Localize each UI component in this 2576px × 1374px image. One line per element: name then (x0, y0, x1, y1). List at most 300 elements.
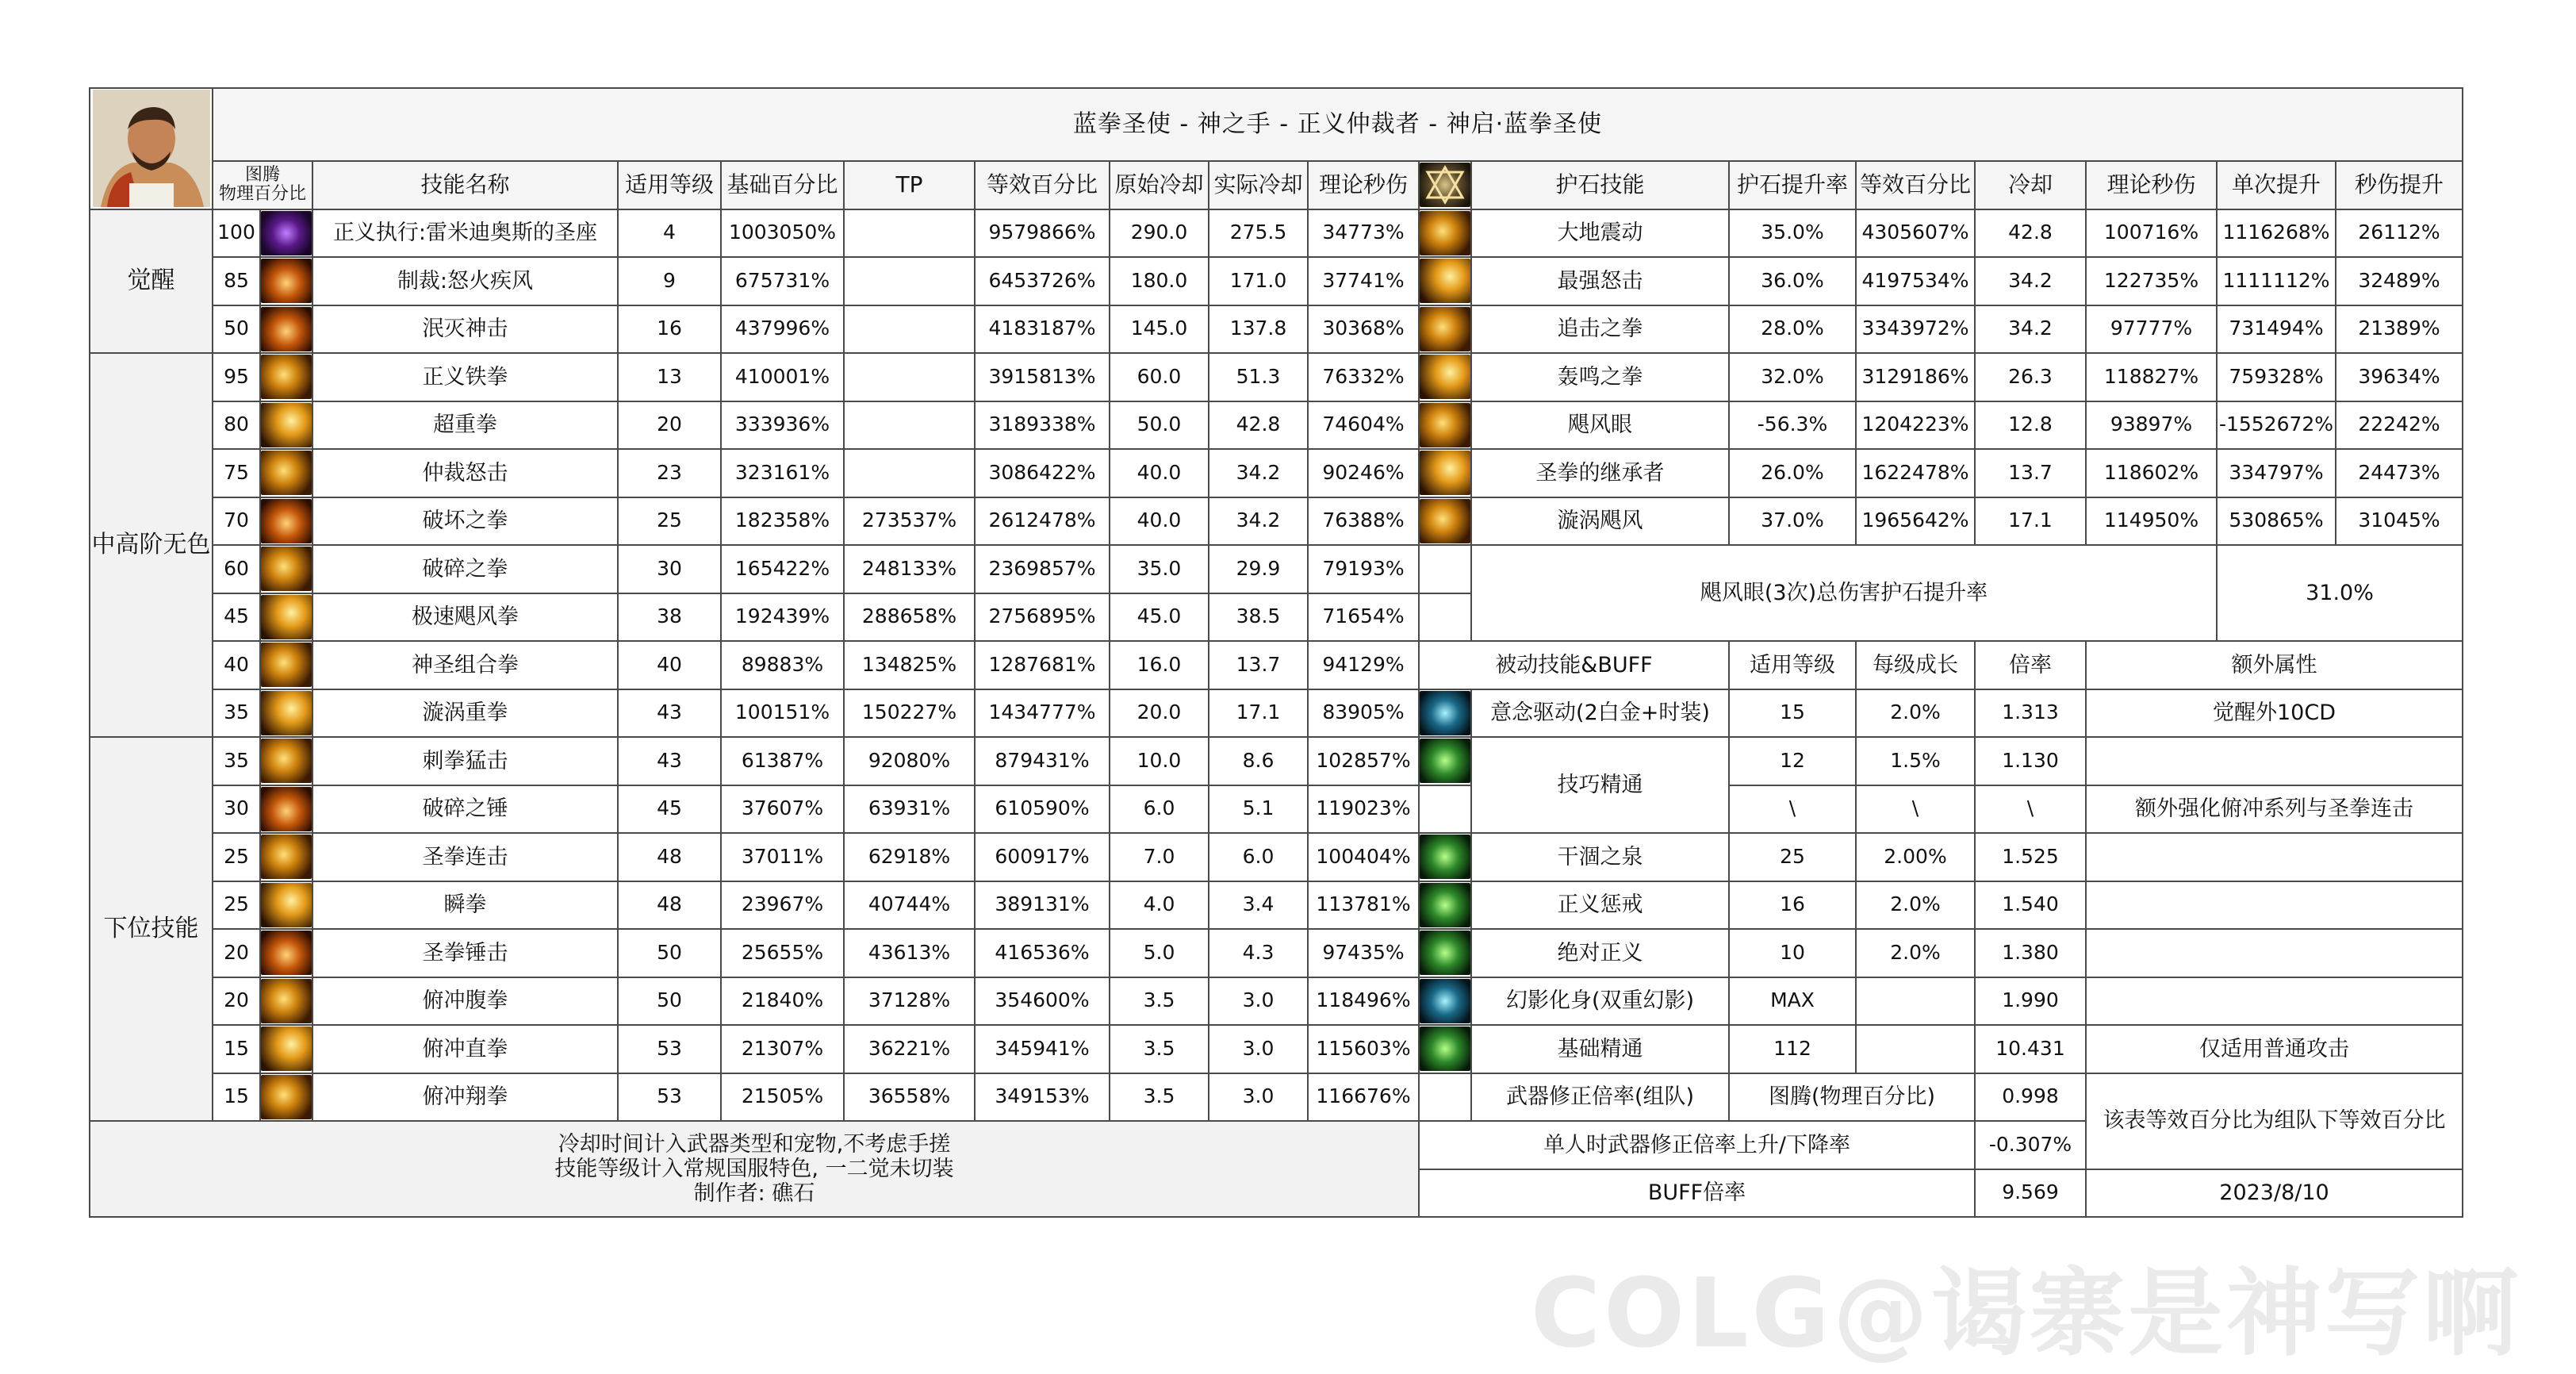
stone-dps: 100716% (2086, 209, 2217, 258)
stone-cd: 42.8 (1975, 209, 2086, 258)
skill-base: 23967% (721, 881, 844, 930)
skill-dps: 90246% (1308, 449, 1419, 497)
skill-icon-cell (260, 497, 312, 546)
stone-rate: 35.0% (1729, 209, 1856, 258)
skill-totem: 80 (213, 401, 260, 450)
skill-actual-cd: 5.1 (1209, 785, 1308, 834)
skill-orig-cd: 35.0 (1110, 545, 1209, 593)
buff-value: 9.569 (1975, 1169, 2086, 1218)
skill-base: 25655% (721, 929, 844, 977)
stone-equiv: 3343972% (1856, 305, 1975, 354)
header-totem (213, 161, 312, 209)
skill-level: 25 (618, 497, 721, 546)
header-tp: TP (844, 161, 975, 209)
skill-level: 43 (618, 689, 721, 738)
skill-icon-cell (260, 977, 312, 1026)
skill-tp (844, 449, 975, 497)
watermark: COLG@谒寨是神写啊 (1531, 1259, 2522, 1369)
stone-single-gain: -1552672% (2217, 401, 2336, 450)
stone-name: 飓风眼 (1471, 401, 1729, 450)
passive-level: 12 (1729, 737, 1856, 785)
group-awaken: 觉醒 (90, 209, 213, 354)
flash-fist-icon (261, 883, 312, 927)
stone-equiv: 1965642% (1856, 497, 1975, 546)
skill-orig-cd: 180.0 (1110, 257, 1209, 305)
skill-tp: 40744% (844, 881, 975, 930)
skill-base: 182358% (721, 497, 844, 546)
skill-name: 瞬拳 (312, 881, 618, 930)
skill-base: 21307% (721, 1025, 844, 1073)
skill-totem: 25 (213, 833, 260, 881)
skill-level: 4 (618, 209, 721, 258)
skill-tp (844, 305, 975, 354)
storm-eye-label: 飓风眼(3次)总伤害护石提升率 (1471, 545, 2217, 641)
skill-equiv: 3915813% (975, 353, 1110, 401)
skill-base: 192439% (721, 593, 844, 642)
stone-dps: 122735% (2086, 257, 2217, 305)
skill-dps: 37741% (1308, 257, 1419, 305)
skill-actual-cd: 171.0 (1209, 257, 1308, 305)
divine-strike-icon (261, 307, 312, 351)
skill-icon-cell (260, 1073, 312, 1122)
stone-name: 漩涡飓风 (1471, 497, 1729, 546)
skill-tp: 43613% (844, 929, 975, 977)
passive-level: \ (1729, 785, 1856, 834)
stone-equiv: 4197534% (1856, 257, 1975, 305)
stone-cd: 17.1 (1975, 497, 2086, 546)
passive-mult: 1.990 (1975, 977, 2086, 1026)
stone-rate: 36.0% (1729, 257, 1856, 305)
buff-date: 2023/8/10 (2086, 1169, 2463, 1218)
skill-orig-cd: 20.0 (1110, 689, 1209, 738)
passive-mult: 10.431 (1975, 1025, 2086, 1073)
passive-extra: 额外强化俯冲系列与圣拳连击 (2086, 785, 2463, 834)
stone-equiv: 1204223% (1856, 401, 1975, 450)
skill-level: 9 (618, 257, 721, 305)
note-line-2: 技能等级计入常规国服特色, 一二觉未切装 (554, 1156, 954, 1181)
skill-icon-cell (260, 689, 312, 738)
basic-mastery-icon (1420, 1027, 1470, 1071)
header-equiv-pct: 等效百分比 (975, 161, 1110, 209)
earthquake-icon (1420, 211, 1470, 255)
vortex-fist-icon (261, 691, 312, 735)
stone-icon-cell (1419, 257, 1471, 305)
passive-icon-cell (1419, 737, 1471, 785)
phantom-icon (1420, 979, 1470, 1023)
dry-spring-icon (1420, 835, 1470, 879)
skill-totem: 20 (213, 977, 260, 1026)
skill-name: 超重拳 (312, 401, 618, 450)
skill-equiv: 354600% (975, 977, 1110, 1026)
skill-totem: 30 (213, 785, 260, 834)
breaking-fist-icon (261, 499, 312, 543)
passive-extra: 觉醒外10CD (2086, 689, 2463, 738)
skill-actual-cd: 13.7 (1209, 641, 1308, 689)
combo-fist-icon (261, 643, 312, 687)
passive-name: 绝对正义 (1471, 929, 1729, 977)
passive-mult: \ (1975, 785, 2086, 834)
stone-icon-cell (1419, 449, 1471, 497)
skill-dps: 76332% (1308, 353, 1419, 401)
skill-base: 89883% (721, 641, 844, 689)
absolute-justice-icon (1420, 931, 1470, 975)
skill-actual-cd: 42.8 (1209, 401, 1308, 450)
purple-rune-icon (261, 211, 312, 255)
skill-base: 21840% (721, 977, 844, 1026)
skill-icon-cell (260, 305, 312, 354)
passive-growth: \ (1856, 785, 1975, 834)
skill-base: 410001% (721, 353, 844, 401)
passive-icon-cell (1419, 833, 1471, 881)
skill-equiv: 3086422% (975, 449, 1110, 497)
skill-tp: 36221% (844, 1025, 975, 1073)
skill-base: 100151% (721, 689, 844, 738)
skill-icon-cell (260, 833, 312, 881)
skill-orig-cd: 3.5 (1110, 1073, 1209, 1122)
skill-dps: 79193% (1308, 545, 1419, 593)
skill-base: 37607% (721, 785, 844, 834)
holy-combo-icon (261, 835, 312, 879)
skill-level: 53 (618, 1025, 721, 1073)
skill-actual-cd: 275.5 (1209, 209, 1308, 258)
stone-name: 最强怒击 (1471, 257, 1729, 305)
skill-name: 俯冲翔拳 (312, 1073, 618, 1122)
skill-orig-cd: 60.0 (1110, 353, 1209, 401)
skill-equiv: 2612478% (975, 497, 1110, 546)
skill-name: 正义铁拳 (312, 353, 618, 401)
skill-icon-cell (260, 209, 312, 258)
passive-name: 干涸之泉 (1471, 833, 1729, 881)
header-totem-label: 图腾 (244, 165, 280, 186)
skill-actual-cd: 3.0 (1209, 1073, 1308, 1122)
skill-name: 圣拳连击 (312, 833, 618, 881)
stone-single-gain: 530865% (2217, 497, 2336, 546)
passive-name: 意念驱动(2白金+时装) (1471, 689, 1729, 738)
stone-single-gain: 759328% (2217, 353, 2336, 401)
passive-mult: 1.540 (1975, 881, 2086, 930)
skill-totem: 50 (213, 305, 260, 354)
whirlwind-fist-icon (261, 595, 312, 639)
header-base-pct: 基础百分比 (721, 161, 844, 209)
stone-name: 圣拳的继承者 (1471, 449, 1729, 497)
skill-equiv: 416536% (975, 929, 1110, 977)
passive-icon-cell (1419, 1025, 1471, 1073)
shatter-hammer-icon (261, 787, 312, 831)
skill-name: 正义执行:雷米迪奥斯的圣座 (312, 209, 618, 258)
header-stone-rate: 护石提升率 (1729, 161, 1856, 209)
skill-equiv: 349153% (975, 1073, 1110, 1122)
skill-icon-cell (260, 737, 312, 785)
skill-totem: 35 (213, 737, 260, 785)
skill-dps: 30368% (1308, 305, 1419, 354)
skill-orig-cd: 4.0 (1110, 881, 1209, 930)
shatter-fist-icon (261, 547, 312, 591)
skill-base: 61387% (721, 737, 844, 785)
passive-header-growth: 每级成长 (1856, 641, 1975, 689)
skill-actual-cd: 137.8 (1209, 305, 1308, 354)
weapon-name: 武器修正倍率(组队) (1471, 1073, 1729, 1122)
skill-level: 13 (618, 353, 721, 401)
stone-single-gain: 334797% (2217, 449, 2336, 497)
skill-name: 仲裁怒击 (312, 449, 618, 497)
skill-orig-cd: 45.0 (1110, 593, 1209, 642)
hexagram-icon (1420, 163, 1470, 207)
passive-extra (2086, 977, 2463, 1026)
skill-actual-cd: 3.0 (1209, 977, 1308, 1026)
stone-icon-cell (1419, 497, 1471, 546)
stone-rate: 32.0% (1729, 353, 1856, 401)
skill-level: 30 (618, 545, 721, 593)
header-stone-equiv: 等效百分比 (1856, 161, 1975, 209)
skill-icon-cell (260, 641, 312, 689)
skill-tp: 37128% (844, 977, 975, 1026)
skill-dps: 118496% (1308, 977, 1419, 1026)
avatar (93, 90, 210, 207)
skill-name: 制裁:怒火疾风 (312, 257, 618, 305)
stone-cd: 13.7 (1975, 449, 2086, 497)
holy-hammer-icon (261, 931, 312, 975)
skill-equiv: 345941% (975, 1025, 1110, 1073)
skill-totem: 25 (213, 881, 260, 930)
skill-level: 23 (618, 449, 721, 497)
skill-equiv: 389131% (975, 881, 1110, 930)
dash-straight-fist-icon (261, 1027, 312, 1071)
skill-orig-cd: 145.0 (1110, 305, 1209, 354)
stone-equiv: 1622478% (1856, 449, 1975, 497)
skill-orig-cd: 40.0 (1110, 449, 1209, 497)
skill-actual-cd: 3.4 (1209, 881, 1308, 930)
skill-actual-cd: 51.3 (1209, 353, 1308, 401)
passive-extra (2086, 737, 2463, 785)
skill-icon-cell (260, 353, 312, 401)
skill-actual-cd: 17.1 (1209, 689, 1308, 738)
skill-level: 53 (618, 1073, 721, 1122)
skill-dps: 74604% (1308, 401, 1419, 450)
passive-header-extra: 额外属性 (2086, 641, 2463, 689)
stone-cd: 34.2 (1975, 257, 2086, 305)
passive-extra (2086, 881, 2463, 930)
stone-rate: 28.0% (1729, 305, 1856, 354)
skill-equiv: 2756895% (975, 593, 1110, 642)
passive-icon-cell (1419, 881, 1471, 930)
justice-punish-icon (1420, 883, 1470, 927)
stone-icon-cell (1419, 401, 1471, 450)
skill-name: 漩涡重拳 (312, 689, 618, 738)
thrust-fist-icon (261, 739, 312, 783)
skill-orig-cd: 40.0 (1110, 497, 1209, 546)
skill-tp: 288658% (844, 593, 975, 642)
passive-name: 幻影化身(双重幻影) (1471, 977, 1729, 1026)
group-low: 下位技能 (90, 737, 213, 1121)
skill-equiv: 9579866% (975, 209, 1110, 258)
skill-equiv: 4183187% (975, 305, 1110, 354)
skill-base: 437996% (721, 305, 844, 354)
skill-equiv: 3189338% (975, 401, 1110, 450)
passive-level: 15 (1729, 689, 1856, 738)
weapon-note: 该表等效百分比为组队下等效百分比 (2086, 1073, 2463, 1169)
skill-actual-cd: 3.0 (1209, 1025, 1308, 1073)
skill-dps: 71654% (1308, 593, 1419, 642)
skill-name: 破坏之拳 (312, 497, 618, 546)
skill-icon-cell (260, 545, 312, 593)
skill-level: 50 (618, 929, 721, 977)
stone-icon-cell (1419, 305, 1471, 354)
skill-equiv: 1287681% (975, 641, 1110, 689)
skill-tp (844, 353, 975, 401)
skill-icon-cell (260, 881, 312, 930)
storm-eye-value: 31.0% (2217, 545, 2463, 641)
passive-mult: 1.130 (1975, 737, 2086, 785)
vortex-storm-icon (1420, 499, 1470, 543)
holy-successor-icon (1420, 451, 1470, 495)
skill-level: 38 (618, 593, 721, 642)
passive-growth (1856, 977, 1975, 1026)
passive-header-name: 被动技能&BUFF (1419, 641, 1729, 689)
passive-level: 10 (1729, 929, 1856, 977)
weapon-type: 图腾(物理百分比) (1729, 1073, 1975, 1122)
passive-extra (2086, 833, 2463, 881)
stone-cd: 26.3 (1975, 353, 2086, 401)
skill-icon-cell (260, 1025, 312, 1073)
skill-name: 泯灭神击 (312, 305, 618, 354)
empty-cell (1419, 545, 1471, 593)
stone-equiv: 3129186% (1856, 353, 1975, 401)
dps-sheet (89, 87, 2463, 1218)
skill-level: 48 (618, 833, 721, 881)
solo-label: 单人时武器修正倍率上升/下降率 (1419, 1121, 1975, 1169)
stone-dps: 97777% (2086, 305, 2217, 354)
skill-level: 20 (618, 401, 721, 450)
header-stone-dps: 理论秒伤 (2086, 161, 2217, 209)
skill-orig-cd: 3.5 (1110, 977, 1209, 1026)
skill-actual-cd: 8.6 (1209, 737, 1308, 785)
skill-name: 圣拳锤击 (312, 929, 618, 977)
header-stone-skill: 护石技能 (1471, 161, 1729, 209)
passive-mult: 1.380 (1975, 929, 2086, 977)
skill-dps: 94129% (1308, 641, 1419, 689)
buff-label: BUFF倍率 (1419, 1169, 1975, 1218)
header-theory-dps: 理论秒伤 (1308, 161, 1419, 209)
skill-tp: 273537% (844, 497, 975, 546)
skill-dps: 76388% (1308, 497, 1419, 546)
skill-tp (844, 257, 975, 305)
weapon-mult: 0.998 (1975, 1073, 2086, 1122)
skill-base: 333936% (721, 401, 844, 450)
skill-base: 165422% (721, 545, 844, 593)
note-line-3: 制作者: 礁石 (693, 1181, 815, 1207)
skill-base: 323161% (721, 449, 844, 497)
passive-growth: 2.0% (1856, 689, 1975, 738)
skill-icon-cell (260, 929, 312, 977)
skill-dps: 119023% (1308, 785, 1419, 834)
skill-actual-cd: 38.5 (1209, 593, 1308, 642)
stone-dps-gain: 22242% (2336, 401, 2463, 450)
passive-extra: 仅适用普通攻击 (2086, 1025, 2463, 1073)
skill-totem: 40 (213, 641, 260, 689)
header-level: 适用等级 (618, 161, 721, 209)
passive-growth: 2.00% (1856, 833, 1975, 881)
skill-level: 48 (618, 881, 721, 930)
skill-orig-cd: 290.0 (1110, 209, 1209, 258)
skill-level: 50 (618, 977, 721, 1026)
passive-icon-cell (1419, 929, 1471, 977)
passive-header-level: 适用等级 (1729, 641, 1856, 689)
skill-dps: 113781% (1308, 881, 1419, 930)
skill-tp: 92080% (844, 737, 975, 785)
sheet-title: 蓝拳圣使 - 神之手 - 正义仲裁者 - 神启·蓝拳圣使 (213, 88, 2463, 161)
heavy-fist-icon (261, 403, 312, 447)
stone-name: 追击之拳 (1471, 305, 1729, 354)
rage-strike-icon (1420, 259, 1470, 303)
skill-totem: 75 (213, 449, 260, 497)
skill-level: 45 (618, 785, 721, 834)
skill-icon-cell (260, 593, 312, 642)
skill-name: 俯冲腹拳 (312, 977, 618, 1026)
skill-actual-cd: 34.2 (1209, 497, 1308, 546)
passive-growth: 2.0% (1856, 929, 1975, 977)
skill-orig-cd: 5.0 (1110, 929, 1209, 977)
header-actual-cd: 实际冷却 (1209, 161, 1308, 209)
skill-totem: 100 (213, 209, 260, 258)
storm-eye-icon (1420, 403, 1470, 447)
stone-dps-gain: 39634% (2336, 353, 2463, 401)
skill-orig-cd: 10.0 (1110, 737, 1209, 785)
passive-icon-cell (1419, 689, 1471, 738)
dash-rising-fist-icon (261, 1075, 312, 1119)
skill-tp (844, 401, 975, 450)
skill-level: 43 (618, 737, 721, 785)
stone-dps-gain: 32489% (2336, 257, 2463, 305)
passive-mult: 1.313 (1975, 689, 2086, 738)
skill-tp: 36558% (844, 1073, 975, 1122)
passive-level: 25 (1729, 833, 1856, 881)
skill-dps: 100404% (1308, 833, 1419, 881)
passive-level: 16 (1729, 881, 1856, 930)
stone-dps: 118602% (2086, 449, 2217, 497)
stone-rate: 37.0% (1729, 497, 1856, 546)
stone-cd: 12.8 (1975, 401, 2086, 450)
skill-dps: 102857% (1308, 737, 1419, 785)
passive-name: 技巧精通 (1471, 737, 1729, 833)
pursuit-fist-icon (1420, 307, 1470, 351)
header-single-gain: 单次提升 (2217, 161, 2336, 209)
header-phys-pct-label: 物理百分比 (218, 184, 306, 205)
stone-rate: -56.3% (1729, 401, 1856, 450)
note-line-1: 冷却时间计入武器类型和宠物,不考虑手搓 (558, 1131, 951, 1157)
skill-totem: 15 (213, 1025, 260, 1073)
skill-base: 675731% (721, 257, 844, 305)
passive-extra (2086, 929, 2463, 977)
empty-cell (1419, 785, 1471, 834)
skill-orig-cd: 6.0 (1110, 785, 1209, 834)
passive-mult: 1.525 (1975, 833, 2086, 881)
header-skill-name: 技能名称 (312, 161, 618, 209)
skill-equiv: 600917% (975, 833, 1110, 881)
skill-name: 俯冲直拳 (312, 1025, 618, 1073)
skill-name: 极速飓风拳 (312, 593, 618, 642)
group-mid: 中高阶无色 (90, 353, 213, 737)
skill-base: 1003050% (721, 209, 844, 258)
header-stone-cd: 冷却 (1975, 161, 2086, 209)
passive-level: MAX (1729, 977, 1856, 1026)
passive-growth: 1.5% (1856, 737, 1975, 785)
stone-dps-gain: 31045% (2336, 497, 2463, 546)
skill-equiv: 2369857% (975, 545, 1110, 593)
stone-dps-gain: 24473% (2336, 449, 2463, 497)
skill-totem: 85 (213, 257, 260, 305)
fire-fist-icon (261, 259, 312, 303)
skill-level: 40 (618, 641, 721, 689)
